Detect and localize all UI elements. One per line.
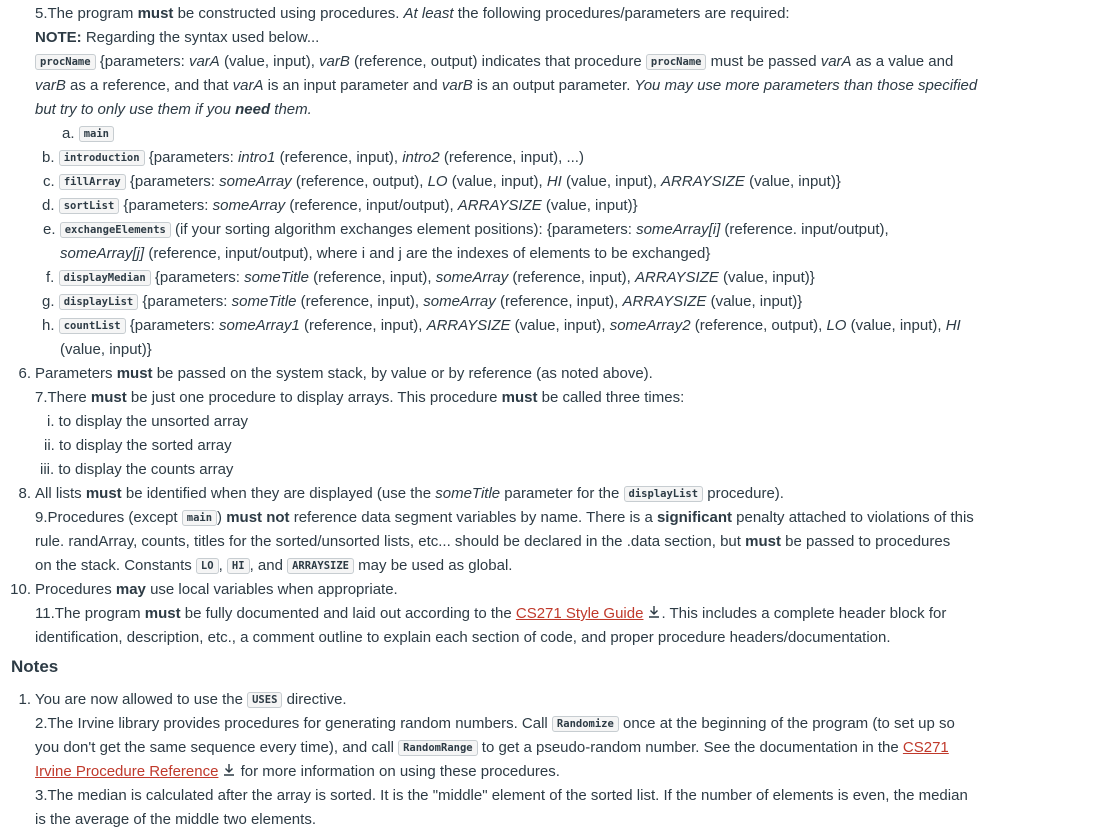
inline-code: displayList [624,486,704,502]
inline-code: procName [35,54,96,70]
procedure-e: e. exchangeElements (if your sorting algorithm exchanges element positions): {parameters: someArray[i] (reference. input/output), [43,221,889,238]
irvine-reference-link-cont[interactable]: Irvine Procedure Reference [35,763,219,780]
inline-code: Randomize [552,716,619,732]
download-icon[interactable] [647,602,661,626]
notes-heading: Notes [11,657,59,676]
display-call-3: iii. to display the counts array [40,461,234,478]
inline-code: HI [227,558,250,574]
inline-code: fillArray [59,174,126,190]
requirement-item-11: 11.The program must be fully documented and laid out according to the CS271 Style Guide . This includes a complete header block for identification, description, etc., a comment outline to explain each section of code, and proper procedure headers/documentation. [0,602,1099,650]
note-item-2: 2.The Irvine library provides procedures for generating random numbers. Call Randomize once at the beginning of the program (to set up so you don't get the same sequence every time), and call RandomRange to get a pseudo-random number. See the documentation in the CS271 Irvine Procedure Reference for more information on using these procedures. [0,712,1099,784]
requirement-item-6: 6. Parameters must be passed on the system stack, by value or by reference (as noted above). [18,365,653,382]
note-item-3: 3.The median is calculated after the array is sorted. It is the "middle" element of the sorted list. If the number of elements is even, the median is the average of the middle two elements. [35,787,968,828]
syntax-note: NOTE: Regarding the syntax used below... [35,29,320,46]
inline-code: exchangeElements [60,222,171,238]
note-item-1: 1. You are now allowed to use the USES directive. [18,691,347,708]
item-number: 5. [35,5,48,22]
inline-code: ARRAYSIZE [287,558,354,574]
inline-code: procName [646,54,707,70]
requirement-item-7: 7.There must be just one procedure to display arrays. This procedure must be called three times: i. to display the unsorted array ii. to display the sorted array iii. to display the counts array [0,386,1099,482]
inline-code: countList [59,318,126,334]
procedure-a: a. main [62,122,1099,146]
inline-code: RandomRange [398,740,478,756]
requirement-item-10: 10. Procedures may use local variables when appropriate. [10,581,398,598]
inline-code: USES [247,692,282,708]
style-guide-link[interactable]: CS271 Style Guide [515,605,644,622]
inline-code: introduction [59,150,145,166]
notes-list [0,684,1099,832]
procedure-c: c. fillArray {parameters: someArray (reference, output), LO (value, input), HI (value, input), ARRAYSIZE (value, input)} [43,173,841,190]
procedure-b: b. introduction {parameters: intro1 (reference, input), intro2 (reference, input), ...) [42,149,584,166]
requirement-item-8: 8. All lists must be identified when they are displayed (use the someTitle parameter for the displayList procedure). [18,485,784,502]
irvine-reference-link[interactable]: CS271 [902,739,949,756]
display-call-1: i. to display the unsorted array [47,413,248,430]
inline-code: main [79,126,114,142]
inline-code: main [182,510,217,526]
requirement-item-9: 9.Procedures (except main ) must not reference data segment variables by name. There is a significant penalty attached to violations of this rule. randArray, counts, titles for the sorted/unsorted lists, etc... should be declared in the .data section, but must be passed to procedures on the stack. Constants LO , HI , and ARRAYSIZE may be used as global. [35,509,974,574]
procedure-h: h. countList {parameters: someArray1 (reference, input), ARRAYSIZE (value, input), someArray2 (reference, output), LO (value, input), HI [42,317,961,334]
requirement-item-5: 5.The program must be constructed using procedures. At least the following procedures/parameters are required: NOTE: Regarding the syntax used below... procName {parameters: varA (value, input), varB (reference, output) indicates that procedure procName must be passed varA as a value and varB as a reference, and that varA is an input parameter and varB is an output parameter. You may use more parameters than those specified but try to only use them if you need them. a. main b. introduction {parameters: intro1 (reference, input), intro2 (reference, input), ...) c. fillArray {parameters: someArray (reference, output), LO (value, input), HI (value, input), ARRAYSIZE (value, input)} d. sortList {parameters: someArray (reference, input/output), ARRAYSIZE (value, input)} e. exchangeElements (if your sorting algorithm exchanges element positions): {parameters: someArray[i] (reference. input/output), someArray[j] (reference, input/output), where i and j are the indexes of elements to be exchanged} f. displayMedian {parameters: someTitle (reference, input), someArray (reference, input), ARRAYSIZE (value, input)} g. displayList {parameters: someTitle (reference, input), someArray (reference, input), ARRAYSIZE (value, input)} h. countList {parameters: someArray1 (reference, input), ARRAYSIZE (value, input), someArray2 (reference, output), LO (value, input), HI (value, input)} [0,2,1099,362]
procedure-d: d. sortList {parameters: someArray (reference, input/output), ARRAYSIZE (value, input)} [42,197,638,214]
procedure-f: f. displayMedian {parameters: someTitle (reference, input), someArray (reference, input), ARRAYSIZE (value, input)} [46,269,815,286]
inline-code: LO [196,558,219,574]
display-call-2: ii. to display the sorted array [44,437,232,454]
download-icon[interactable] [222,760,236,784]
inline-code: displayList [59,294,139,310]
inline-code: sortList [59,198,120,214]
inline-code: displayMedian [59,270,151,286]
procedure-g: g. displayList {parameters: someTitle (reference, input), someArray (reference, input), ARRAYSIZE (value, input)} [42,293,803,310]
